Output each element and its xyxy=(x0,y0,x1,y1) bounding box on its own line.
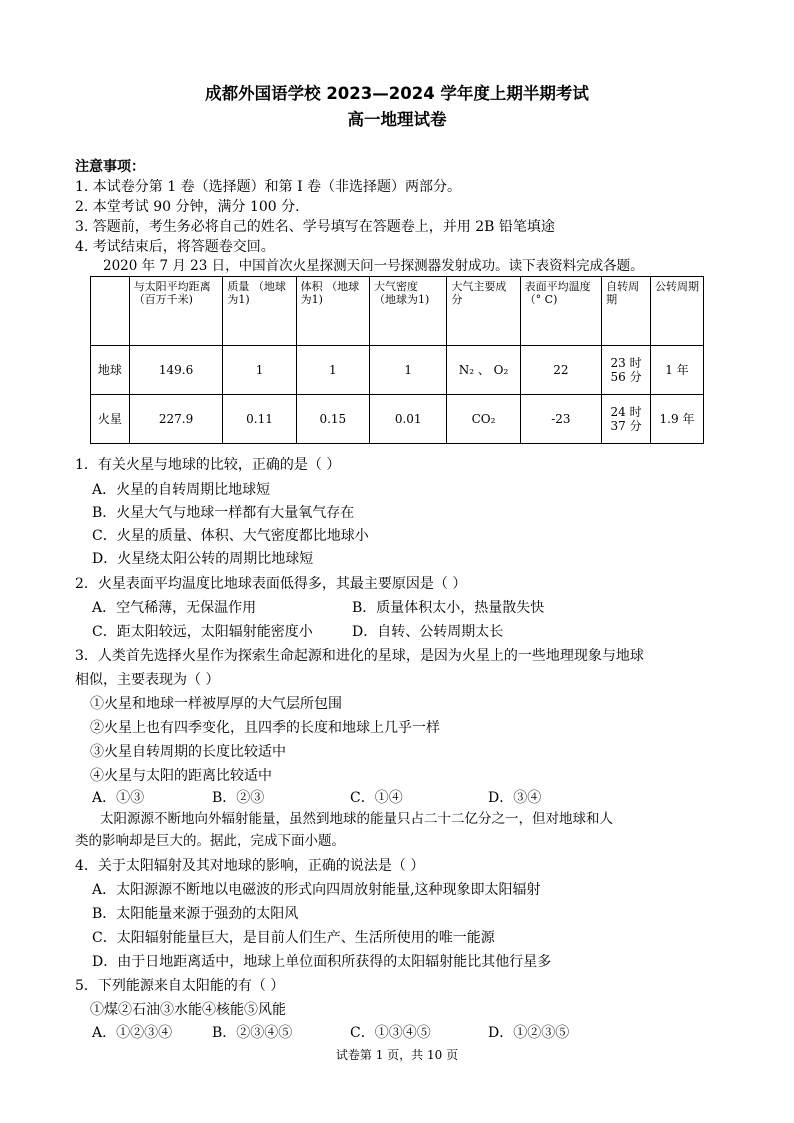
notice-item-3: 3. 答题前，考生务必将自己的姓名、学号填写在答题卷上，并用 2B 铅笔填途 xyxy=(75,219,555,235)
table-header-cell: 自转周期 xyxy=(602,277,651,346)
table-cell: 1 xyxy=(369,346,446,395)
q1-stem: 1．有关火星与地球的比较，正确的是（ ） xyxy=(75,457,341,473)
q4-option-a: A．太阳源源不断地以电磁波的形式向四周放射能量,这种现象即太阳辐射 xyxy=(92,882,541,898)
q2-option-c: C．距太阳较远，太阳辐射能密度小 xyxy=(92,624,313,640)
q4-option-c: C．太阳辐射能量巨大，是目前人们生产、生活所使用的唯一能源 xyxy=(92,930,495,946)
table-cell: CO₂ xyxy=(447,395,520,444)
table-cell: 24 时 37 分 xyxy=(602,395,651,444)
notice-item-2: 2. 本堂考试 90 分钟，满分 100 分. xyxy=(75,199,300,215)
table-cell: 1 年 xyxy=(651,346,704,395)
table-cell: -23 xyxy=(520,395,601,444)
exam-subtitle: 高一地理试卷 xyxy=(347,110,447,129)
q5-option-d: D．①②③⑤ xyxy=(488,1025,570,1041)
q3-option-a: A．①③ xyxy=(92,790,145,806)
q3-statement-4: ④火星与太阳的距离比较适中 xyxy=(90,768,272,784)
table-cell: 0.11 xyxy=(223,395,296,444)
table-header-cell: 体积 （地球为1) xyxy=(296,277,369,346)
q2-option-d: D．自转、公转周期太长 xyxy=(352,624,504,640)
notice-item-1: 1. 本试卷分第 1 卷（选择题）和第 Ⅰ 卷（非选择题）两部分。 xyxy=(75,179,462,195)
notice-heading: 注意事项： xyxy=(75,159,145,175)
q4-stem: 4．关于太阳辐射及其对地球的影响，正确的说法是（ ） xyxy=(75,858,425,874)
table-row-earth xyxy=(91,346,704,395)
table-cell: 0.15 xyxy=(296,395,369,444)
table-cell: 22 xyxy=(520,346,601,395)
planet-comparison-table xyxy=(90,276,704,444)
table-header-cell: 大气主要成分 xyxy=(447,277,520,346)
q5-stem: 5．下列能源来自太阳能的有（ ） xyxy=(75,978,285,994)
q1-option-b: B．火星大气与地球一样都有大量氧气存在 xyxy=(92,505,355,521)
table-cell: 1.9 年 xyxy=(651,395,704,444)
q3-stem-line2: 相似，主要表现为（ ） xyxy=(75,672,220,688)
q2-stem: 2．火星表面平均温度比地球表面低得多，其最主要原因是（ ） xyxy=(75,576,467,592)
q3-option-c: C．①④ xyxy=(350,790,403,806)
q2-option-b: B．质量体积太小，热量散失快 xyxy=(352,600,545,616)
q1-option-d: D．火星绕太阳公转的周期比地球短 xyxy=(92,551,314,567)
table-cell: 23 时 56 分 xyxy=(602,346,651,395)
passage-line2: 类的影响却是巨大的。据此，完成下面小题。 xyxy=(75,833,345,849)
table-header-cell: 大气密度 （地球为1) xyxy=(369,277,446,346)
table-header-cell: 质量 （地球为1) xyxy=(223,277,296,346)
q3-statement-1: ①火星和地球一样被厚厚的大气层所包围 xyxy=(90,696,342,712)
table-cell: 1 xyxy=(223,346,296,395)
table-row-mars xyxy=(91,395,704,444)
page-footer: 试卷第 1 页，共 10 页 xyxy=(335,1048,459,1062)
q3-statement-3: ③火星自转周期的长度比较适中 xyxy=(90,744,286,760)
q4-option-b: B．太阳能量来源于强劲的太阳风 xyxy=(92,906,299,922)
q5-option-a: A．①②③④ xyxy=(92,1025,173,1041)
table-cell: 火星 xyxy=(91,395,130,444)
q3-option-d: D．③④ xyxy=(488,790,542,806)
q5-source-list: ①煤②石油③水能④核能⑤风能 xyxy=(90,1002,286,1018)
q2-option-a: A．空气稀薄，无保温作用 xyxy=(92,600,257,616)
q5-option-c: C．①③④⑤ xyxy=(350,1025,431,1041)
table-cell: 227.9 xyxy=(129,395,223,444)
table-header-cell: 与太阳平均距离（百万千米) xyxy=(129,277,223,346)
table-cell: 1 xyxy=(296,346,369,395)
q3-stem-line1: 3．人类首先选择火星作为探索生命起源和进化的星球，是因为火星上的一些地理现象与地球 xyxy=(75,648,644,664)
table-cell: 地球 xyxy=(91,346,130,395)
table-cell: 149.6 xyxy=(129,346,223,395)
q1-option-c: C．火星的质量、体积、大气密度都比地球小 xyxy=(92,528,369,544)
passage-line1: 太阳源源不断地向外辐射能量，虽然到地球的能量只占二十二亿分之一，但对地球和人 xyxy=(100,811,613,827)
table-cell: N₂ 、 O₂ xyxy=(447,346,520,395)
q5-option-b: B．②③④⑤ xyxy=(212,1025,293,1041)
table-header-cell: 公转周期 xyxy=(651,277,704,346)
notice-item-4: 4. 考试结束后，将答题卷交回。 xyxy=(75,239,275,255)
table-cell: 0.01 xyxy=(369,395,446,444)
q4-option-d: D．由于日地距离适中，地球上单位面积所获得的太阳辐射能比其他行星多 xyxy=(92,954,552,970)
table-header-cell: 表面平均温度（° C) xyxy=(520,277,601,346)
q3-statement-2: ②火星上也有四季变化，且四季的长度和地球上几乎一样 xyxy=(90,720,440,736)
table-header-cell xyxy=(91,277,130,346)
table-header-row xyxy=(91,277,704,346)
q1-option-a: A．火星的自转周期比地球短 xyxy=(92,482,271,498)
intro-text: 2020 年 7 月 23 日，中国首次火星探测天问一号探测器发射成功。读下表资料完成各题。 xyxy=(103,258,644,274)
q3-option-b: B．②③ xyxy=(212,790,265,806)
exam-title: 成都外国语学校 2023—2024 学年度上期半期考试 xyxy=(205,84,589,103)
